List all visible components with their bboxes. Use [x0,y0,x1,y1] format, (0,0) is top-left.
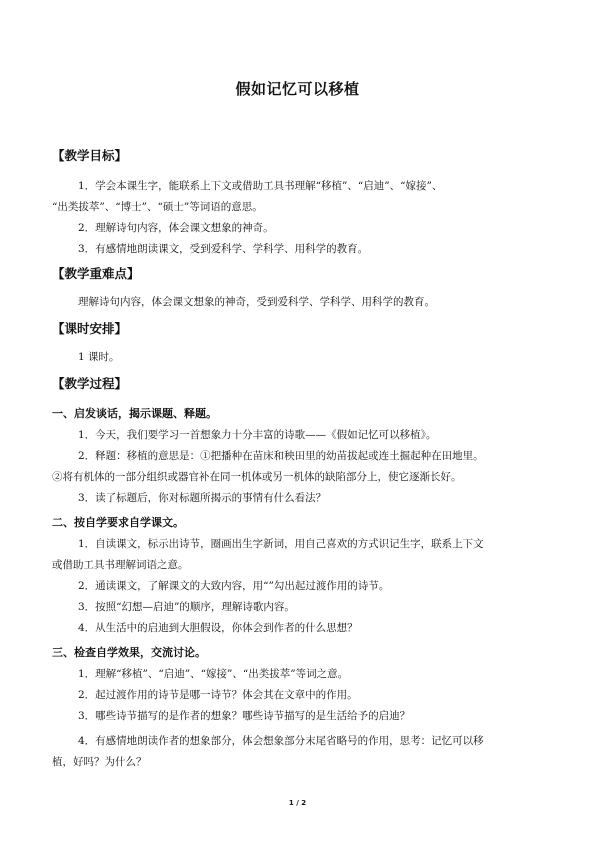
process-part3-line-5: 植，好吗？为什么？ [52,756,147,768]
section-heading-process: 【教学过程】 [52,376,128,391]
process-part1-line-3: ②将有机体的一部分组织或器官补在同一机体或另一机体的缺陷部分上，使它逐渐长好。 [52,471,462,483]
process-part2-heading: 二、按自学要求自学课文。 [52,516,184,529]
section-heading-key-points: 【教学重难点】 [52,266,140,281]
process-part3-line-1: 1．理解“移植”、“启迪”、“嫁接”、“出类拔萃”等词之意。 [78,668,349,680]
goal-line-4: 3．有感情地朗读课文，受到爱科学、学科学、用科学的教育。 [78,243,369,255]
process-part3-heading: 三、检查自学效果，交流讨论。 [52,646,206,659]
process-part1-line-2: 2．释题：移植的意思是：①把播种在苗床和秧田里的幼苗拔起或连土掘起种在田地里。 [78,450,484,462]
goal-line-2: “出类拔萃”、“博士”、“硕士”等词语的意思。 [52,201,263,213]
process-part3-line-4: 4．有感情地朗读作者的想象部分，体会想象部分末尾省略号的作用，思考：记忆可以移 [78,735,484,747]
process-part2-line-4: 3．按照“幻想—启迪”的顺序，理解诗歌内容。 [78,601,295,613]
process-part3-line-2: 2．起过渡作用的诗节是哪一诗节？体会其在文章中的作用。 [78,689,358,701]
process-part2-line-1: 1．自读课文，标示出诗节，圈画出生字新词，用自己喜欢的方式识记生字，联系上下文 [78,538,484,550]
process-part1-line-4: 3．读了标题后，你对标题所揭示的事情有什么看法？ [78,492,327,504]
page-number: 1 / 2 [288,799,307,807]
page-title: 假如记忆可以移植 [235,80,360,98]
key-points-text: 理解诗句内容，体会课文想象的神奇，受到爱科学、学科学、用科学的教育。 [78,296,435,308]
process-part1-heading: 一、启发谈话，揭示课题、释题。 [52,407,217,420]
process-part2-line-5: 4．从生活中的启迪到大胆假设，你体会到作者的什么思想？ [78,622,358,634]
goal-line-3: 2．理解诗句内容，体会课文想象的神奇。 [78,222,274,234]
process-part1-line-1: 1．今天，我们要学习一首想象力十分丰富的诗歌——《假如记忆可以移植》。 [78,429,437,441]
schedule-text: 1 课时。 [78,351,120,363]
section-heading-goals: 【教学目标】 [52,148,128,163]
process-part2-line-2: 或借助工具书理解词语之意。 [52,559,189,571]
section-heading-schedule: 【课时安排】 [52,321,128,336]
goal-line-1: 1．学会本课生字，能联系上下文或借助工具书理解“移植”、“启迪”、“嫁接”、 [78,180,443,192]
process-part2-line-3: 2．通读课文，了解课文的大致内容，用“”勾出起过渡作用的诗节。 [78,580,390,592]
process-part3-line-3: 3．哪些诗节描写的是作者的想象？哪些诗节描写的是生活给予的启迪？ [78,710,411,722]
